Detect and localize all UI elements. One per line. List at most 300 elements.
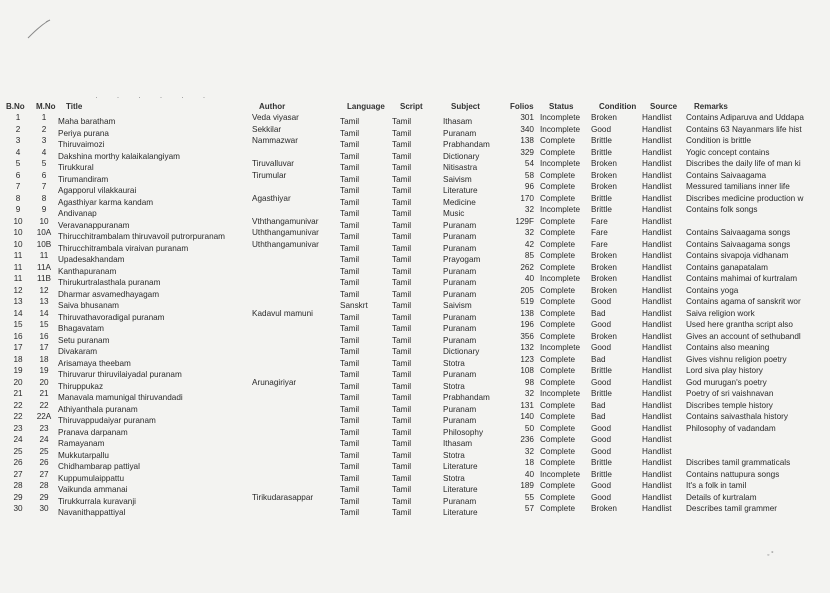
cell-bno: 25 (13, 447, 23, 456)
cell-author: Vththangamunivar (252, 217, 319, 226)
cell-author (252, 149, 340, 161)
cell-subject: Medicine (443, 198, 476, 207)
cell-status: Complete (540, 298, 576, 306)
cell-remarks: Contains Saivaagama songs (686, 240, 791, 249)
cell-status: Complete (540, 378, 576, 387)
cell-author (252, 459, 340, 471)
cell-remarks: Condition is brittle (686, 137, 752, 145)
cell-subject: Nitisastra (443, 164, 478, 172)
cell-bno: 30 (13, 505, 23, 513)
cell-mno: 26 (39, 459, 49, 467)
cell-status: Incomplete (540, 114, 581, 122)
cell-subject: Puranam (443, 233, 477, 241)
cell-subject: Literature (443, 486, 478, 494)
pen-stroke-mark (26, 18, 52, 40)
cell-condition: Bad (591, 401, 606, 410)
cell-bno: 16 (13, 332, 23, 341)
cell-language: Tamil (340, 290, 360, 299)
cell-title: Thiruvarur thiruvilaiyadal puranam (58, 371, 182, 379)
cell-language: Tamil (340, 198, 360, 207)
cell-language: Tamil (340, 175, 360, 184)
cell-subject: Puranam (443, 221, 477, 230)
cell-mno: 22 (39, 401, 49, 410)
cell-mno: 6 (41, 171, 47, 180)
cell-status: Complete (540, 137, 576, 145)
cell-language: Tamil (340, 336, 360, 345)
cell-script: Tamil (392, 359, 412, 368)
cell-condition: Broken (591, 252, 617, 260)
cell-bno: 26 (13, 459, 23, 467)
cell-author (252, 344, 340, 356)
cell-source: Handlist (642, 137, 672, 145)
cell-status: Incomplete (540, 160, 581, 168)
cell-remarks: It's a folk in tamil (686, 482, 747, 490)
cell-language: Tamil (340, 325, 360, 333)
cell-script: Tamil (392, 440, 412, 448)
cell-title: Veravanappuranam (58, 221, 130, 230)
cell-status: Complete (540, 286, 576, 295)
cell-title: Divakaram (58, 348, 98, 356)
cell-mno: 19 (39, 367, 49, 375)
cell-mno: 17 (39, 344, 49, 352)
cell-source: Handlist (642, 332, 672, 341)
cell-source: Handlist (642, 482, 672, 490)
cell-source: Handlist (642, 493, 672, 502)
cell-subject: Puranam (443, 313, 477, 322)
cell-status: Complete (540, 148, 576, 157)
cell-condition: Fare (591, 217, 608, 226)
cell-subject: Puranam (443, 325, 477, 333)
cell-language: Tamil (340, 129, 360, 138)
cell-folios: 32 (524, 206, 534, 214)
cell-script: Tamil (392, 486, 412, 494)
cell-subject: Puranam (443, 244, 477, 253)
cell-source: Handlist (642, 263, 672, 272)
cell-condition: Brittle (591, 137, 612, 145)
cell-bno: 27 (13, 470, 23, 479)
cell-folios: 138 (520, 309, 534, 318)
cell-author (252, 413, 340, 425)
cell-title: Kanthapuranam (58, 267, 117, 276)
cell-bno: 17 (13, 344, 23, 352)
cell-mno: 8 (41, 194, 47, 203)
cell-title: Setu puranam (58, 336, 110, 345)
cell-bno: 11 (13, 275, 23, 283)
cell-condition: Brittle (591, 470, 612, 479)
cell-source: Handlist (642, 436, 672, 444)
cell-mno: 30 (39, 505, 49, 513)
cell-folios: 132 (520, 344, 534, 352)
cell-condition: Good (591, 378, 612, 387)
cell-language: Tamil (340, 451, 360, 460)
cell-condition: Good (591, 321, 612, 329)
cell-mno: 11 (39, 252, 49, 260)
header-title: Title (66, 102, 83, 111)
cell-folios: 58 (524, 171, 534, 180)
cell-bno: 28 (13, 482, 23, 490)
cell-author: Tirikudarasappar (252, 493, 314, 502)
header-subject: Subject (451, 102, 480, 111)
cell-remarks: Contains mahimai of kurtralam (686, 275, 798, 283)
cell-remarks: Discribes the daily life of man ki (686, 160, 801, 168)
cell-status: Complete (540, 217, 576, 226)
cell-status: Incomplete (540, 206, 581, 214)
cell-condition: Brittle (591, 206, 612, 214)
cell-source: Handlist (642, 240, 672, 249)
cell-language: Tamil (340, 164, 360, 172)
cell-source: Handlist (642, 505, 672, 513)
cell-remarks: Contains agama of sanskrit wor (686, 298, 801, 306)
cell-script: Tamil (392, 141, 412, 149)
cell-author: Uththangamunivar (252, 240, 319, 249)
cell-title: Periya purana (58, 129, 109, 138)
cell-script: Tamil (392, 290, 412, 299)
cell-bno: 14 (13, 309, 23, 318)
cell-title: Thiruvaimozi (58, 141, 105, 149)
cell-subject: Literature (443, 509, 478, 517)
cell-source: Handlist (642, 171, 672, 180)
cell-subject: Ithasam (443, 118, 473, 126)
cell-script: Tamil (392, 302, 412, 310)
cell-subject: Puranam (443, 405, 477, 414)
cell-remarks: Details of kurtralam (686, 493, 757, 502)
cell-mno: 14 (39, 309, 49, 318)
cell-script: Tamil (392, 129, 412, 138)
cell-status: Complete (540, 240, 576, 249)
cell-source: Handlist (642, 275, 672, 283)
cell-author (252, 402, 340, 414)
cell-title: Pranava darpanam (58, 428, 128, 437)
cell-status: Complete (540, 183, 576, 191)
cell-bno: 29 (13, 493, 23, 502)
cell-language: Tamil (340, 440, 360, 448)
cell-status: Complete (540, 252, 576, 260)
cell-condition: Brittle (591, 390, 612, 398)
cell-folios: 301 (520, 114, 534, 122)
cell-author (252, 356, 340, 368)
cell-folios: 170 (520, 194, 534, 203)
cell-author (252, 367, 340, 379)
cell-subject: Prabhandam (443, 141, 490, 149)
cell-title: Maha baratham (58, 118, 116, 126)
cell-title: Ramayanam (58, 440, 105, 448)
cell-mno: 7 (41, 183, 47, 191)
cell-mno: 9 (41, 206, 47, 214)
cell-bno: 8 (15, 194, 21, 203)
cell-mno: 13 (39, 298, 49, 306)
cell-mno: 15 (39, 321, 49, 329)
header-status: Status (549, 102, 574, 111)
cell-mno: 10 (39, 217, 49, 226)
cell-remarks: Lord siva play history (686, 367, 763, 375)
cell-source: Handlist (642, 459, 672, 467)
cell-status: Complete (540, 447, 576, 456)
cell-author: Uththangamunivar (252, 229, 319, 237)
cell-status: Complete (540, 401, 576, 410)
cell-folios: 205 (520, 286, 534, 295)
cell-condition: Good (591, 125, 612, 134)
cell-status: Complete (540, 367, 576, 375)
cell-mno: 22A (36, 413, 52, 421)
cell-mno: 1 (41, 114, 47, 122)
header-author: Author (259, 102, 286, 111)
cell-condition: Good (591, 298, 612, 306)
cell-title: Saiva bhusanam (58, 302, 119, 310)
cell-condition: Fare (591, 229, 608, 237)
cell-remarks: Discribes temple history (686, 401, 773, 410)
cell-script: Tamil (392, 244, 412, 253)
cell-bno: 6 (15, 171, 21, 180)
cell-remarks: Messured tamilians inner life (686, 183, 790, 191)
cell-bno: 15 (13, 321, 23, 329)
cell-remarks: Saiva religion work (686, 309, 755, 318)
cell-condition: Broken (591, 275, 617, 283)
cell-language: Tamil (340, 405, 360, 414)
cell-script: Tamil (392, 348, 412, 356)
cell-condition: Good (591, 436, 612, 444)
cell-mno: 18 (39, 355, 49, 364)
cell-author: Arunagiriyar (252, 378, 297, 387)
cell-language: Tamil (340, 267, 360, 276)
cell-remarks: Used here grantha script also (686, 321, 793, 329)
cell-source: Handlist (642, 447, 672, 456)
cell-source: Handlist (642, 355, 672, 364)
cell-script: Tamil (392, 428, 412, 437)
scan-speckles: · · · · · · (95, 92, 214, 102)
cell-bno: 5 (15, 160, 21, 168)
cell-language: Tamil (340, 509, 360, 517)
cell-folios: 96 (524, 183, 534, 191)
cell-mno: 3 (41, 137, 47, 145)
cell-mno: 16 (39, 332, 49, 341)
cell-title: Dakshina morthy kalaikalangiyam (58, 152, 180, 161)
cell-language: Tamil (340, 348, 360, 356)
cell-source: Handlist (642, 183, 672, 191)
page-corner-mark: ◦ ˚ (767, 552, 774, 559)
cell-language: Tamil (340, 279, 360, 287)
cell-language: Tamil (340, 256, 360, 264)
cell-author (252, 390, 340, 402)
cell-bno: 22 (13, 401, 23, 410)
cell-bno: 13 (13, 298, 23, 306)
cell-script: Tamil (392, 267, 412, 276)
cell-condition: Broken (591, 263, 617, 272)
cell-status: Complete (540, 321, 576, 329)
cell-script: Tamil (392, 451, 412, 460)
cell-folios: 32 (524, 447, 534, 456)
cell-language: Tamil (340, 313, 360, 322)
cell-author (252, 287, 340, 299)
cell-source: Handlist (642, 217, 672, 226)
cell-script: Tamil (392, 463, 412, 471)
cell-status: Complete (540, 424, 576, 433)
cell-bno: 12 (13, 286, 23, 295)
cell-subject: Puranam (443, 290, 477, 299)
cell-title: Thiruppukaz (58, 382, 104, 391)
cell-title: Tirukkurrala kuravanji (58, 497, 136, 506)
header-mno: M.No (36, 102, 56, 111)
cell-language: Tamil (340, 463, 360, 471)
cell-mno: 29 (39, 493, 49, 502)
cell-status: Complete (540, 194, 576, 203)
cell-remarks: Contains saivasthala history (686, 413, 788, 421)
cell-remarks: Contains sivapoja vidhanam (686, 252, 789, 260)
cell-author (252, 252, 340, 264)
cell-subject: Dictionary (443, 348, 480, 356)
cell-mno: 11B (37, 275, 51, 283)
cell-bno: 20 (13, 378, 23, 387)
cell-script: Tamil (392, 382, 412, 391)
header-source: Source (650, 102, 678, 111)
cell-script: Tamil (392, 417, 412, 425)
cell-script: Tamil (392, 233, 412, 241)
cell-subject: Puranam (443, 336, 477, 345)
cell-subject: Puranam (443, 279, 477, 287)
cell-status: Complete (540, 229, 576, 237)
cell-bno: 4 (15, 148, 21, 157)
cell-title: Vaikunda ammanai (58, 486, 128, 494)
cell-remarks: Contains ganapatalam (686, 263, 768, 272)
cell-author (252, 448, 340, 460)
cell-language: Tamil (340, 221, 360, 230)
cell-mno: 10A (36, 229, 52, 237)
cell-title: Dharmar asvamedhayagam (58, 290, 160, 299)
cell-subject: Ithasam (443, 440, 473, 448)
cell-script: Tamil (392, 325, 412, 333)
cell-language: Tamil (340, 497, 360, 506)
cell-folios: 189 (520, 482, 534, 490)
cell-script: Tamil (392, 118, 412, 126)
cell-condition: Bad (591, 309, 606, 318)
cell-remarks: Discribes medicine production w (686, 194, 804, 203)
cell-subject: Philosophy (443, 428, 484, 437)
header-bno: B.No (6, 102, 25, 111)
cell-bno: 11 (13, 263, 23, 272)
cell-folios: 57 (524, 505, 534, 513)
cell-status: Incomplete (540, 125, 581, 134)
cell-title: Chidhambarap pattiyal (58, 463, 140, 471)
cell-status: Incomplete (540, 470, 581, 479)
cell-language: Tamil (340, 152, 360, 161)
cell-title: Thiruvappudaiyar puranam (58, 417, 156, 425)
cell-bno: 19 (13, 367, 23, 375)
cell-status: Complete (540, 309, 576, 318)
cell-folios: 519 (520, 298, 534, 306)
cell-script: Tamil (392, 164, 412, 172)
cell-folios: 55 (524, 493, 534, 502)
cell-source: Handlist (642, 114, 672, 122)
cell-mno: 25 (39, 447, 49, 456)
cell-title: Upadesakhandam (58, 256, 125, 264)
cell-remarks: Contains yoga (686, 286, 739, 295)
cell-bno: 10 (13, 240, 23, 249)
cell-language: Tamil (340, 394, 360, 402)
cell-mno: 23 (39, 424, 49, 433)
cell-folios: 196 (520, 321, 534, 329)
cell-status: Complete (540, 355, 576, 364)
cell-source: Handlist (642, 344, 672, 352)
cell-script: Tamil (392, 474, 412, 483)
cell-folios: 123 (520, 355, 534, 364)
cell-title: Andivanap (58, 210, 97, 218)
cell-remarks (686, 436, 824, 448)
cell-source: Handlist (642, 367, 672, 375)
cell-status: Complete (540, 493, 576, 502)
cell-subject: Stotra (443, 382, 465, 391)
header-script: Script (400, 102, 423, 111)
cell-subject: Puranam (443, 129, 477, 138)
cell-script: Tamil (392, 198, 412, 207)
cell-folios: 54 (524, 160, 534, 168)
header-remarks: Remarks (694, 102, 728, 111)
cell-folios: 129F (515, 217, 534, 226)
cell-condition: Broken (591, 160, 617, 168)
cell-author (252, 206, 340, 218)
cell-script: Tamil (392, 313, 412, 322)
cell-condition: Broken (591, 183, 617, 191)
cell-script: Tamil (392, 256, 412, 264)
table-row (6, 114, 824, 126)
cell-subject: Puranam (443, 497, 477, 506)
cell-subject: Saivism (443, 302, 472, 310)
cell-mno: 10B (36, 240, 52, 249)
cell-folios: 356 (520, 332, 534, 341)
cell-title: Thirukurtralasthala puranam (58, 279, 161, 287)
cell-title: Thirucchitrambala viraivan puranam (58, 244, 189, 253)
cell-source: Handlist (642, 160, 672, 168)
cell-remarks: Contains Saivaagama (686, 171, 767, 180)
cell-source: Handlist (642, 309, 672, 318)
cell-mno: 11A (37, 263, 51, 272)
cell-remarks: Contains Saivaagama songs (686, 229, 791, 237)
cell-script: Tamil (392, 394, 412, 402)
cell-script: Tamil (392, 279, 412, 287)
cell-language: Tamil (340, 118, 360, 126)
cell-author (252, 505, 340, 517)
cell-status: Complete (540, 413, 576, 421)
cell-folios: 32 (524, 229, 534, 237)
cell-language: Tamil (340, 141, 360, 149)
cell-subject: Puranam (443, 417, 477, 425)
cell-subject: Stotra (443, 451, 465, 460)
cell-source: Handlist (642, 378, 672, 387)
cell-language: Tamil (340, 233, 360, 241)
header-folios: Folios (510, 102, 534, 111)
cell-author (252, 183, 340, 195)
cell-title: Thirucchitrambalam thiruvavoil putrorpuranam (58, 233, 226, 241)
cell-folios: 50 (524, 424, 534, 433)
cell-folios: 236 (520, 436, 534, 444)
table-body (6, 114, 824, 517)
cell-remarks: Contains folk songs (686, 206, 758, 214)
cell-source: Handlist (642, 470, 672, 479)
cell-script: Tamil (392, 175, 412, 184)
cell-title: Athiyanthala puranam (58, 405, 138, 414)
cell-source: Handlist (642, 286, 672, 295)
cell-condition: Broken (591, 332, 617, 341)
cell-status: Complete (540, 436, 576, 444)
cell-script: Tamil (392, 221, 412, 230)
cell-remarks: Gives vishnu religion poetry (686, 355, 787, 364)
cell-remarks: Discribes tamil grammaticals (686, 459, 791, 467)
cell-remarks: Philosophy of vadandam (686, 424, 776, 433)
cell-title: Agasthiyar karma kandam (58, 198, 154, 207)
cell-folios: 340 (520, 125, 534, 134)
cell-condition: Good (591, 447, 612, 456)
cell-author (252, 425, 340, 437)
cell-remarks: Yogic concept contains (686, 148, 770, 157)
cell-remarks: Contains also meaning (686, 344, 770, 352)
